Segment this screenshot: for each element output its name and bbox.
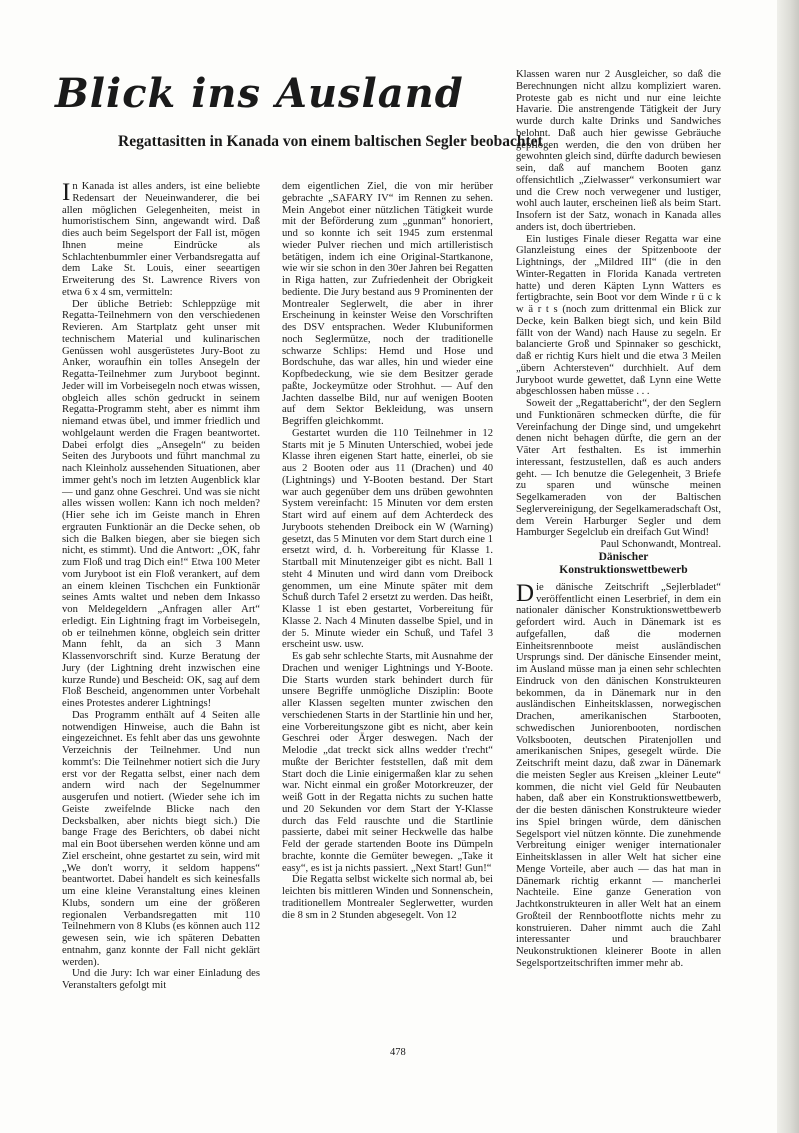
page-gutter-shadow xyxy=(777,0,799,1133)
drop-cap: D xyxy=(516,579,535,607)
paragraph: Es gab sehr schlechte Starts, mit Ausnahme der Drachen und weniger Lightnings und Y-Boote. Die Starts wurden stark behindert durch für unsere Begriffe unmögliche Disziplin: Boote aller Klassen segelten munter zwischen den verschiedenen Starts in der Startlinie hin und her, eine Vorbereitungszone gibt es nicht, aber kein Geschrei oder Ärger deswegen. Nach der Melodie „dat treckt sick allns wedder t'recht“ mußte der Berichter feststellen, daß mit dem Start doch die Linie einigermaßen klar zu sehen war. Nicht einmal ein großer Motorkreuzer, der weiß Gott in der Regatta nichts zu suchen hatte und 20 Sekunden vor dem Start der Y-Klasse durch das Feld rauschte und die Startlinie passierte, dabei mit seiner Heckwelle das halbe Feld der gerade startenden Boote ins Dümpeln brachte, konnte die Gemüter bewegen. „Take it easy“, es ist ja nichts passiert. „Next Start! Gun!“ xyxy=(282,651,493,874)
paragraph: Klassen waren nur 2 Ausgleicher, so daß die Berechnungen nicht allzu kompliziert waren. Proteste gab es nicht und nur eine leichte Havarie. Die anstrengende Tätigkeit der Jury wurde durch kalte Drinks und Sandwiches belohnt. Daß auch hier gewisse Gebräuche gepflogen werden, die den von drüben her gewohnten gleich sind, dürfte dadurch bewiesen sein, daß auf manchem Booten ganz offensichtlich „Zielwasser“ verkonsumiert war und die Crew noch verwegener und lustiger, wohl auch lauter, erscheinen ließ als beim Start. Insofern ist der Satz, wonach in Kanada alles anders ist, doch übertrieben. xyxy=(516,69,721,233)
page-heading: Blick ins Ausland xyxy=(55,70,464,117)
section-title-line-1: Dänischer xyxy=(598,550,649,563)
text-column-2 xyxy=(282,181,493,921)
article-subtitle: Regattasitten in Kanada von einem baltischen Segler beobachtet xyxy=(118,133,543,150)
text-column-1 xyxy=(62,181,260,992)
author-signature: Paul Schonwandt, Montreal. xyxy=(600,539,721,550)
page-number: 478 xyxy=(390,1047,406,1058)
paragraph: Gestartet wurden die 110 Teilnehmer in 12 Starts mit je 5 Minuten Unterschied, wobei jede Klasse ihren eigenen Start hatte, einerlei, ob sie aus 2 Booten oder aus 11 (Drachen) und 40 (Lightnings) und Y-Booten bestand. Der Start war auch gegenüber dem uns drüben gewohnten System vereinfacht: 15 Minuten vor dem ersten Start wird auf einem auf dem Achterdeck des Juryboots stehenden Dreibock ein W (Warning) gesetzt, das 5 Minuten vor dem Start durch eine 1 ersetzt wird, d. h. Vorbereitung für Klasse 1. Startball mit Minutenzeiger gibt es nicht. Ball 1 steht 4 Minuten und wird dann vom Dreibock genommen, um eine Minute später mit dem Schuß durch Tafel 2 ersetzt zu werden. Das heißt, Klasse 1 ist eben gestartet, Vorbereitung für Klasse 2. Nach 4 Minuten dasselbe Spiel, und in der 5. Minute wieder ein Schuß, und Tafel 3 erscheint usw. usw. xyxy=(282,427,493,651)
paragraph-text: n Kanada ist alles anders, ist eine beliebte Redensart der Neueinwanderer, die bei allen möglichen Gelegenheiten, meist in humoristischem Sinn, angewandt wird. Daß dies auch beim Segelsport der Fall ist, mögen Ihnen meine Eindrücke als Schlachtenbummler einer Verbandsregatta auf dem Lake St. Louis, einer seeartigen Erweiterung des St. Lawrence Rivers von etwa 6 x 4 sm, vermitteln: xyxy=(62,181,260,298)
paragraph: Soweit der „Regattabericht“, der den Seglern und Funktionären schmecken dürfte, die für Vereinfachung der Dinge sind, und umgekehrt denen nicht behagen dürfte, die gern an der Väter Art festhalten. Es ist immerhin interessant, festzustellen, daß es auch anders geht. — Ich benutze die Gelegenheit, 3 Briefe zu sparen und wünsche meinen Segelkameraden von der Baltischen Seglervereinigung, der Segelkameradschaft Ost, dem Verein Harburger Segler und dem Hamburger Segelclub ein dreifach Gut Wind! xyxy=(516,398,721,539)
paragraph: Der übliche Betrieb: Schleppzüge mit Regatta-Teilnehmern von den verschiedenen Revieren. Am Startplatz geht unser mit technischem Material und kulinarischen Genüssen wohl ausgerüstetes Jury-Boot zu Anker, woraufhin ein tolles Ansegeln der Regatta-Teilnehmer zum Juryboot beginnt. Jeder will im Vorbeisegeln noch etwas wissen, obgleich alles schön gedruckt in seinem Regatta-Programm steht, aber es nimmt ihm niemand etwas übel, und immer friedlich und wohlgelaunt werden die Fragen beantwortet. Dabei erfolgt dies „Ansegeln“ zu beiden Seiten des Juryboots und führt manchmal zu nach Kleinholz aussehenden Situationen, aber immer geht's noch im letzten Augenblick klar — und ganz ohne Geschrei. Und was sie nicht alles wissen wollen: Kann ich noch melden? (Hier sehe ich im Geiste manch in Ehren ergrauten Funktionär an die Decke sehen, ob sich die Balken biegen, aber sie biegen sich nicht, es stimmt). Und die Antwort: „OK, fahr zum Floß und trag Dich ein!“ Etwa 100 Meter vom Juryboot ist ein Floß verankert, auf dem an einem kleinen Tischchen ein Funktionär seines Amts waltet und neben dem Inkasso von Meldegeldern „Anfragen aller Art“ erledigt. Ein Lightning fragt im Vorbeisegeln, ob er teilnehmen könne, obgleich sein dritter Mann fehlt, da an sich 3 Mann Klassenvorschrift sind. Kurze Beratung der Jury (der Lightning dreht inzwischen eine kurze Runde) und Bescheid: OK, sag auf dem Floß Bescheid, angenommen unter Vorbehalt eines Protestes anderer Lightnings! xyxy=(62,298,260,709)
paragraph: Das Programm enthält auf 4 Seiten alle notwendigen Hinweise, auch die Bahn ist eingezeichnet. Es fehlt aber das uns gewohnte Verzeichnis der Teilnehmer. Und nun kommt's: Die Teilnehmer notiert sich die Jury erst vor der Regatta selbst, einer nach dem andern wird nach der Segelnummer ausgerufen und notiert. (Wieder sehe ich im Geiste zweifelnde Blicke nach den Decksbalken, aber nichts biegt sich.) Die bange Frage des Berichters, ob dabei nicht mal ein Boot übersehen werden könne und am Ziel erscheint, ohne gestartet zu sein, wird mit „We don't worry, it seldom happens“ beantwortet. Dabei handelt es sich keinesfalls um eine kleine Veranstaltung eines kleinen Klubs, sondern um eine der größeren regionalen Verbandsregatten mit 110 Teilnehmern von 8 Klubs (es können auch 112 gewesen sein, wie ich späteren Debatten entnahm, ganz konnte der Fall nicht geklärt werden). xyxy=(62,709,260,968)
paragraph xyxy=(516,579,721,970)
paragraph: Und die Jury: Ich war einer Einladung des Veranstalters gefolgt mit xyxy=(62,968,260,991)
section-title-line-2: Konstruktionswettbewerb xyxy=(559,563,688,576)
paragraph: Ein lustiges Finale dieser Regatta war eine Glanzleistung eines der Spitzenboote der Lightnings, der „Mildred III“ (die in den Winter-Regatten in Florida Kanada vertreten hatte) und deren Käpten Lynn Watters es fertigbrachte, sein Boot vor dem Winde r ü c k w ä r t s (noch zum drittenmal ein Blick zur Decke, kein Balken biegt sich, und kein Bild fällt von der Wand) nach Hause zu segeln. Er balancierte Groß und Spinnaker so geschickt, daß er richtig Kurs hielt und die etwa 3 Meilen „übern Achtersteven“ durchhielt. Auf dem Juryboot wurde gewettet, daß Lynn eine Wette abgeschlossen haben müsse . . . xyxy=(516,233,721,398)
paragraph xyxy=(62,181,260,299)
paragraph-text: ie dänische Zeitschrift „Sejlerbladet“ veröffentlicht einen Leserbrief, in dem ein nationaler dänischer Konstruktionswettbewerb gefordert wird. Auch in Dänemark ist es aufgefallen, daß die modernen Einheitsrennboote meist ausländischen Ursprungs sind. Der dänische Einsender meint, im Ausland müsse man ja einen sehr schlechten Eindruck von den dänischen Konstrukteuren bekommen, da in Dänemark nur in den ausländischen Einheitsklassen, norwegischen Drachen, amerikanischen Starbooten, schwedischen Juniorenbooten, nordischen Volksbooten, deutschen Piratenjollen und amerikanischen Snipes, gesegelt würde. Die Zeitschrift meint dazu, daß zwar in Dänemark die meisten Segler aus Kreisen „kleiner Leute“ kommen, die nicht viel Geld für Neubauten haben, daß aber ein Konstruktionswettbewerb, der die besten dänischen Konstrukteure wieder ins Spiel bringen würde, dem dänischen Segelsport viel nützen könnte. Die zunehmende Verbreitung einiger weniger internationaler Einheitsklassen in aller Welt hat sicher eine Menge Vorteile, aber auch — das hat man in Dänemark richtig erkannt — mancherlei Nachteile. Eine ganze Generation von Jachtkonstrukteuren in aller Welt hat an einem Großteil der Rennbootflotte nichts mehr zu konstruieren. Daher nimmt auch die Zahl interessanter und brauchbarer Neukonstruktionen kleinerer Boote in allen Segelsportzeitschriften immer mehr ab. xyxy=(516,581,721,969)
paragraph: dem eigentlichen Ziel, die von mir herüber gebrachte „SAFARY IV“ im Rennen zu sehen. Mein Angebot einer nützlichen Tätigkeit wurde mit der Beförderung zum „gunman“ honoriert, und so konnte ich seit 1945 zum erstenmal wieder Pulver riechen und mich artilleristisch betätigen, indem ich eine Original-Startkanone, wie wir sie schon in den 30er Jahren bei Regatten in Riga hatten, zur Zufriedenheit der Obrigkeit bediente. Die Jury bestand aus 9 Prominenten der Montrealer Seglerwelt, die aber in ihrer Erscheinung in keinster Weise den Vorschriften des DSV entsprachen. Weder Klubuniformen noch Seglermütze, noch der traditionelle schwarze Schlips: Hemd und Hose und Bordschuhe, das war alles, hin und wieder eine Kopfbedeckung, wie sie dem Besitzer gerade paßte, Jockeymütze oder Strohhut. — Auf den Jachten dasselbe Bild, nur auf wenigen Booten auf dem Sektor Bekleidung, was unsern Begriffen gleichkommt. xyxy=(282,181,493,427)
paragraph: Die Regatta selbst wickelte sich normal ab, bei leichten bis mittleren Winden und Sonnenschein, traditionellem Montrealer Seglerwetter, wurden die 8 sm in 2 Stunden abgesegelt. Von 12 xyxy=(282,874,493,921)
text-column-3 xyxy=(516,69,721,970)
drop-cap: I xyxy=(62,179,71,206)
